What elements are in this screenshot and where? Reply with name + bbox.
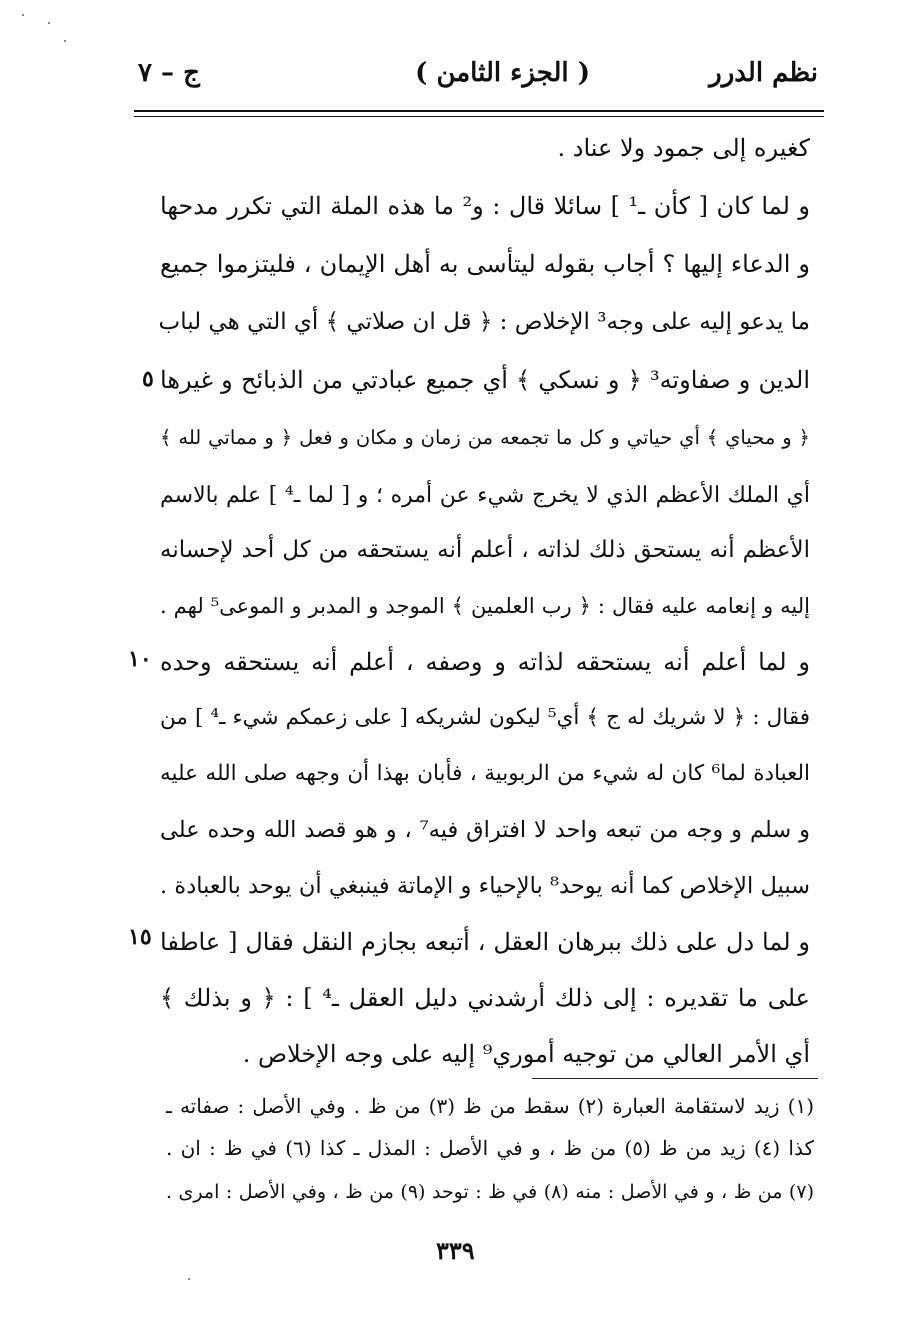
footnote-rule <box>532 1078 818 1079</box>
text-line: كغيره إلى جمود ولا عناد . <box>557 134 810 162</box>
text-line: و لما كان [ كأن ـ¹ ] سائلا قال : و² ما هذه الملة التي تكرر مدحها <box>160 192 811 220</box>
line-number-10: ١٠ <box>128 646 152 672</box>
line-number-5: ٥ <box>142 366 154 392</box>
text-line: ما يدعو إليه على وجه³ الإخلاص : ﴿ قل ان صلاتي ﴾ أي التي هي لباب <box>158 309 810 335</box>
text-line: فقال : ﴿ لا شريك له ج ﴾ أي⁵ ليكون لشريكه [ على زعمكم شيء ـ⁴ ] من <box>160 705 810 730</box>
text-line: و لما دل على ذلك ببرهان العقل ، أتبعه بجازم النقل فقال [ عاطفا <box>160 928 811 956</box>
text-line: و الدعاء إليها ؟ أجاب بقوله ليتأسى به أهل الإيمان ، فليتزموا جميع <box>160 250 810 278</box>
footnote-line: (٧) من ظ ، و في الأصل : منه (٨) في ظ : توحد (٩) من ظ ، وفي الأصل : امرى . <box>166 1181 814 1203</box>
book-title: نظم الدرر <box>709 58 818 88</box>
volume-label: ج – ٧ <box>138 58 200 88</box>
text-line: ﴿ و محياي ﴾ أي حياتي و كل ما تجمعه من زمان و مكان و فعل ﴿ و مماتي لله ﴾ <box>160 426 810 449</box>
header-rule-thick <box>134 110 824 112</box>
text-line: و سلم و وجه من تبعه واحد لا افتراق فيه⁷ ، و هو قصد الله وحده على <box>160 817 810 843</box>
text-line: الأعظم أنه يستحق ذلك لذاته ، أعلم أنه يستحقه من كل أحد لإحسانه <box>160 537 810 563</box>
text-line: أي الملك الأعظم الذي لا يخرج شيء عن أمره ؛ و [ لما ـ⁴ ] علم بالاسم <box>160 483 810 508</box>
footnote-line: كذا (٤) زيد من ظ (٥) من ظ ، و في الأصل : المذل ـ كذا (٦) في ظ : ان . <box>166 1136 814 1160</box>
footnote-line: (١) زيد لاستقامة العبارة (٢) سقط من ظ (٣) من ظ . وفي الأصل : صفاته ـ <box>166 1094 815 1118</box>
page-number: ٣٣٩ <box>436 1236 475 1265</box>
scan-speck <box>48 22 50 24</box>
line-number-15: ١٥ <box>128 924 152 950</box>
text-line: أي الأمر العالي من توجيه أموري⁹ إليه على وجه الإخلاص . <box>242 1040 810 1068</box>
text-line: و لما أعلم أنه يستحقه لذاته و وصفه ، أعلم أنه يستحقه وحده <box>160 648 810 676</box>
part-label: ( الجزء الثامن ) <box>415 58 590 88</box>
text-line: سبيل الإخلاص كما أنه يوحد⁸ بالإحياء و الإماتة فينبغي أن يوحد بالعبادة . <box>160 873 810 899</box>
scan-speck <box>22 14 24 16</box>
text-line: العبادة لما⁶ كان له شيء من الربوبية ، فأبان بهذا أن وجهه صلى الله عليه <box>160 761 811 786</box>
scan-speck <box>64 40 66 42</box>
running-header <box>138 52 818 96</box>
text-line: على ما تقديره : إلى ذلك أرشدني دليل العقل ـ⁴ ] : ﴿ و بذلك ﴾ <box>160 984 810 1012</box>
scan-speck <box>188 1278 190 1280</box>
header-rule-thin <box>134 116 824 117</box>
text-line: إليه و إنعامه عليه فقال : ﴿ رب العلمين ﴾ الموجد و المدبر و الموعى⁵ لهم . <box>160 594 810 618</box>
text-line: الدين و صفاوته³ ﴿ و نسكي ﴾ أي جميع عبادتي من الذبائح و غيرها <box>160 366 811 394</box>
